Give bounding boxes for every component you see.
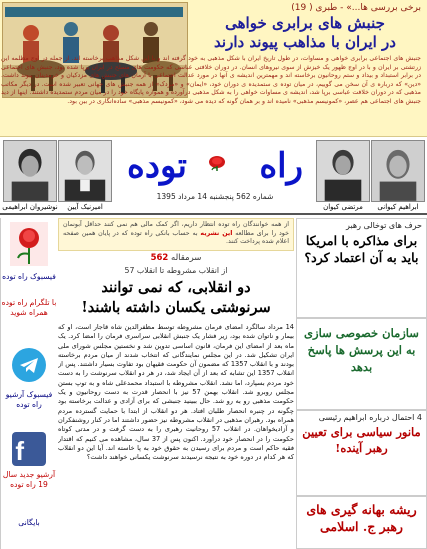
headline-4[interactable]: ریشه بهانه گیری های رهبر ج. اسلامی — [306, 502, 417, 534]
portrait-caption-1: ابراهیم کیوانی — [377, 203, 419, 211]
banner-kicker: برخی بررسی ها...» - طبری ( 19) — [291, 3, 421, 13]
main-article — [58, 218, 294, 549]
headlines-sidebar — [296, 218, 427, 549]
donation-notice: از همه خوانندگان راه توده انتظار داریم، اگر کمک مالی هم نمی کنند حداقل آبونمان خود را برای مطالعه این نشریه به حساب بانکی راه توده که در پایان همین صفحه اعلام شده پرداخت کنند. — [58, 218, 294, 251]
portrait-photo-2 — [316, 140, 370, 202]
headline-box-3[interactable] — [296, 410, 427, 496]
headline-box-2[interactable] — [296, 318, 427, 410]
headline-box-4[interactable] — [296, 496, 427, 549]
headline-2[interactable]: سازمان خصوصی سازی به این پرسش ها پاسخ بدهد — [304, 326, 419, 374]
headline-1[interactable]: برای مذاکره با امریکا باید به آن اعتماد کرد؟ — [304, 233, 419, 265]
svg-text:f: f — [15, 436, 24, 466]
facebook-link[interactable]: فیسبوک راه توده — [2, 272, 56, 281]
issue-info: شماره 562 پنجشنبه 14 مرداد 1395 — [156, 192, 274, 201]
rose-thumb — [1, 222, 57, 270]
logo-word-toodeh: توده — [127, 146, 187, 186]
banner-headline-line2[interactable]: در ایران با مذاهب پیوند دارند — [214, 33, 396, 51]
archive-year-link[interactable]: آرشیو جدید سال 19 راه توده — [2, 470, 56, 489]
telegram-icon[interactable] — [12, 348, 46, 382]
article-headline-line2[interactable]: سرنوشتی یکسان داشته باشند! — [81, 299, 271, 316]
feature-banner[interactable] — [0, 0, 427, 137]
notice-highlight: این نشریه — [200, 229, 233, 237]
headline-1-kicker: حرف های توخالی رهبر — [346, 221, 422, 230]
banner-headline[interactable] — [189, 14, 421, 52]
editorial-number: 562 — [150, 253, 169, 263]
masthead — [0, 137, 427, 215]
social-sidebar — [0, 218, 56, 549]
portrait-caption-2: مرتضی کیوان — [323, 203, 363, 211]
editorial-kicker: سرمقاله 562 — [150, 253, 202, 263]
telegram-text[interactable]: با تلگرام راه توده همراه شوید — [1, 298, 57, 317]
facebook-icon[interactable] — [12, 432, 46, 466]
article-headline-line1[interactable]: دو انقلابی، که نمی توانند — [101, 279, 251, 296]
rose-icon — [207, 154, 227, 172]
portrait-caption-3: امیرنیک آیین — [67, 203, 103, 211]
article-body: 14 مرداد سالگرد امضای فرمان مشروطه توسط مظفرالدین شاه قاجار است، او که بیمار و ناتوان شده بود، زیر فشار یک جنبش انقلابی سراسری فرمان را امضا کرد. یک ماه بعد از امضای این فرمان، قانون اساسی تدوین شد و نخستین مجلس شورای ملی ایران تشکیل شد. در این مجلس نمایندگانی که انتخاب شدند از میان مردم برخاسته بودند و با انقلاب 1357 که مضمون آن حکومت فقیهان بود تفاوت بسیار داشتند. پس از انقلاب 1357 این تشابه که بعد از آن ایجاد شد، در هر دو انقلاب سرنوشت را به دست خود مردم بسپارد، اما نشد. انقلاب مشروطه با استبداد محمدعلی شاه و به توپ بستن مجلس روبرو شد. انقلاب بهمن 57 نیز با انحصار قدرت به دست روحانیون و یک حکومت مذهبی رو به رو شد. حال ببینید جنبشی که برای آزادی و عدالت برخاسته بود چگونه در چنبره انحصار طلبان افتاد. هر دو انقلاب از ابتدا با حمایت گسترده مردم همراه بود. رهبران مذهبی در انقلاب مشروطه نیز حضور داشتند اما در کنار روشنفکران و آزادیخواهان. در انقلاب 57 روحانیت رهبری را به دست گرفت و در مدتی کوتاه حکومت را در انحصار خود درآورد. اکنون پس از 37 سال، مشاهده می کنیم که اقتدار فقیه حاکم است و مردم برای رسیدن به حقوق خود به پا خاسته اند. آیا این دو انقلاب که هر کدام در دوره خود به نتیجه نرسیدند سرنوشت یکسانی خواهند داشت؟ — [58, 323, 294, 462]
headline-box-1[interactable] — [296, 218, 427, 318]
logo-word-rah: راه — [259, 146, 303, 186]
banner-headline-line1[interactable]: جنبش های برابری خواهی — [225, 14, 385, 32]
article-subtitle: از انقلاب مشروطه تا انقلاب 57 — [124, 266, 228, 275]
headline-3[interactable]: مانور سیاسی برای تعیین رهبر آینده! — [302, 425, 421, 455]
facebook-archive-link[interactable]: فیسبوک آرشیو راه توده — [5, 390, 53, 409]
portrait-photo-4 — [3, 140, 57, 202]
article-headline[interactable] — [58, 278, 294, 318]
headline-3-kicker: 4 احتمال درباره ابراهیم رئیسی — [318, 413, 422, 422]
archive-link[interactable]: بایگانی — [18, 518, 40, 527]
portrait-photo-3 — [58, 140, 112, 202]
banner-summary: جنبش های اجتماعی برابری خواهی و مساوات، در طول تاریخ ایران با شکل مذهبی به خود گرفته اند و با این شکل مذاهب برخاسته اند. از جمله در اوج مظلمه این زرتشتی بر ایران و با در اوج ظهور یک خیزش از سوی نیروهای انسان. در دوران خلافتی عباسی که حکومت های مسلح در ایران برپا شده بود، جنبش های اجتماعی در برابر استبداد و بیداد و ستم روحانیون برخاسته اند و مهمترین اندیشه ی آنها در مورد عدالت اجتماعی با آرمان های جنبش های مزدکیان و خرمدینان پیوند داشت. «دین» که درباره ی آن سخن می گوییم، در میان توده ی ستمدیده ی دوران خود، «ایمان» و «مزدک» از همه جنبش های جهانی تعبیر شده است. در دیگر مکاتب مذهبی که در دوران خلافت عباسی برپا شد، اندیشه ی مساوات خواهی را به شکل مذهبی درآورده و همواره پایگاه خود را در میان مردم ستمدیده داشتند. اینها از دید جنبش های اجتماعی هم عصر، «کمونیسم مذهبی» نامیده اند و بر همان گونه که دیده می شود، «کمونیسم مذهبی» ساده‌انگاری در بین بود. — [1, 55, 421, 105]
portrait-caption-4: نوشیروان ابراهیمی — [2, 203, 58, 211]
portrait-photo-1 — [371, 140, 425, 202]
